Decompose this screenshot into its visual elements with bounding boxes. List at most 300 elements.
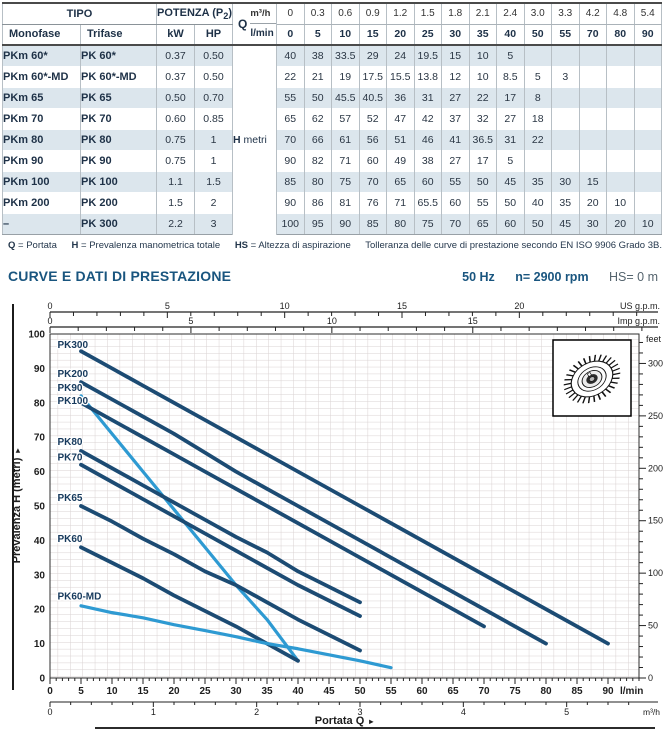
hp-value-cell: 1 — [195, 150, 233, 171]
svg-text:5: 5 — [164, 301, 170, 311]
head-value-cell: 10 — [469, 45, 497, 66]
lmin-value-cell: 30 — [442, 24, 470, 45]
svg-text:m³/h: m³/h — [643, 707, 660, 717]
m3h-value-cell: 1.2 — [387, 3, 415, 24]
head-value-cell — [634, 108, 662, 129]
head-value-cell — [634, 150, 662, 171]
svg-text:55: 55 — [385, 686, 397, 697]
curve-label-PK90: PK90 — [57, 382, 83, 394]
svg-text:80: 80 — [33, 398, 45, 410]
head-value-cell — [579, 87, 607, 108]
table-row — [3, 213, 662, 234]
model-monofase-cell: PKm 70 — [3, 108, 81, 129]
svg-text:100: 100 — [648, 568, 664, 579]
head-value-cell: 12 — [442, 66, 470, 87]
svg-text:100: 100 — [28, 329, 45, 341]
svg-text:70: 70 — [33, 432, 45, 444]
curve-label-PK80: PK80 — [57, 436, 83, 448]
head-value-cell: 40 — [524, 192, 552, 213]
svg-text:25: 25 — [199, 686, 211, 697]
spec-table-head — [3, 3, 662, 45]
kw-header: kW — [157, 24, 195, 45]
svg-text:0: 0 — [47, 316, 53, 326]
model-monofase-cell: PKm 200 — [3, 192, 81, 213]
q-label: Q — [238, 17, 248, 31]
head-value-cell: 21 — [304, 66, 332, 87]
table-header-row-2 — [3, 24, 662, 45]
head-value-cell: 36.5 — [469, 129, 497, 150]
head-value-cell: 20 — [607, 213, 635, 234]
svg-text:80: 80 — [540, 686, 552, 697]
svg-text:15: 15 — [137, 686, 149, 697]
q-units-stack — [250, 4, 276, 44]
head-value-cell — [634, 171, 662, 192]
head-value-cell: 82 — [304, 150, 332, 171]
lmin-value-cell: 20 — [387, 24, 415, 45]
kw-value-cell: 0.75 — [157, 129, 195, 150]
head-value-cell: 22 — [524, 129, 552, 150]
model-trifase-cell: PK 60*-MD — [81, 66, 157, 87]
head-value-cell: 80 — [387, 213, 415, 234]
lmin-value-cell: 35 — [469, 24, 497, 45]
lmin-value-cell: 5 — [304, 24, 332, 45]
head-value-cell: 8.5 — [497, 66, 525, 87]
head-value-cell: 50 — [524, 213, 552, 234]
model-trifase-cell: PK 70 — [81, 108, 157, 129]
head-value-cell: 57 — [332, 108, 360, 129]
head-value-cell — [579, 45, 607, 66]
tipo-header: TIPO — [3, 3, 157, 24]
head-value-cell: 45.5 — [332, 87, 360, 108]
svg-text:60: 60 — [33, 467, 45, 479]
lmin-value-cell: 10 — [332, 24, 360, 45]
lmin-value-cell: 50 — [524, 24, 552, 45]
head-value-cell: 17 — [469, 150, 497, 171]
svg-text:15: 15 — [396, 301, 408, 311]
head-value-cell: 60 — [497, 213, 525, 234]
table-row — [3, 87, 662, 108]
monofase-header: Monofase — [3, 24, 81, 45]
m3h-value-cell: 2.4 — [497, 3, 525, 24]
kw-value-cell: 1.5 — [157, 192, 195, 213]
head-value-cell — [552, 129, 580, 150]
head-value-cell: 90 — [332, 213, 360, 234]
kw-value-cell: 1.1 — [157, 171, 195, 192]
impeller-inset — [553, 340, 631, 416]
head-value-cell: 15 — [442, 45, 470, 66]
svg-text:Prevalenza H (metri)▸: Prevalenza H (metri)▸ — [11, 448, 23, 564]
head-value-cell — [579, 108, 607, 129]
curve-label-PK60-MD: PK60-MD — [57, 591, 102, 603]
head-value-cell: 45 — [497, 171, 525, 192]
svg-text:feet: feet — [646, 334, 662, 344]
model-trifase-cell: PK 60* — [81, 45, 157, 66]
svg-text:0: 0 — [648, 673, 654, 683]
head-value-cell — [607, 87, 635, 108]
svg-text:2: 2 — [254, 707, 260, 717]
head-value-cell: 38 — [414, 150, 442, 171]
head-value-cell: 22 — [469, 87, 497, 108]
kw-value-cell: 0.50 — [157, 87, 195, 108]
potenza-header — [157, 3, 233, 24]
rpm-value: n= 2900 rpm — [515, 270, 589, 284]
lmin-unit-label: l/min — [250, 28, 274, 39]
head-value-cell — [579, 150, 607, 171]
curve-label-PK200: PK200 — [57, 369, 89, 380]
model-trifase-cell: PK 90 — [81, 150, 157, 171]
head-value-cell: 30 — [552, 171, 580, 192]
head-value-cell: 27 — [497, 108, 525, 129]
m3h-value-cell: 0.3 — [304, 3, 332, 24]
head-value-cell: 41 — [442, 129, 470, 150]
lmin-value-cell: 0 — [277, 24, 305, 45]
head-value-cell: 5 — [497, 45, 525, 66]
head-value-cell — [634, 66, 662, 87]
svg-text:70: 70 — [478, 686, 490, 697]
table-row — [3, 45, 662, 66]
m3h-unit-label: m³/h — [250, 4, 276, 24]
head-value-cell: 24 — [387, 45, 415, 66]
svg-text:75: 75 — [509, 686, 521, 697]
head-value-cell: 65 — [387, 171, 415, 192]
bottom-rule — [95, 727, 655, 729]
head-value-cell: 52 — [359, 108, 387, 129]
head-value-cell: 45 — [552, 213, 580, 234]
svg-text:5: 5 — [188, 316, 194, 326]
model-trifase-cell: PK 300 — [81, 213, 157, 234]
m3h-value-cell: 4.2 — [579, 3, 607, 24]
svg-text:l/min: l/min — [620, 686, 644, 697]
head-value-cell — [552, 87, 580, 108]
curve-title-row — [8, 268, 658, 286]
head-value-cell: 70 — [359, 171, 387, 192]
head-value-cell — [579, 66, 607, 87]
m3h-value-cell: 3.0 — [524, 3, 552, 24]
lmin-value-cell: 15 — [359, 24, 387, 45]
svg-text:Portata Q▸: Portata Q ▸ — [314, 715, 374, 727]
head-value-cell: 19 — [332, 66, 360, 87]
spec-table-body — [3, 45, 662, 234]
hp-value-cell: 1.5 — [195, 171, 233, 192]
svg-text:10: 10 — [326, 316, 337, 326]
model-trifase-cell: PK 65 — [81, 87, 157, 108]
kw-value-cell: 0.75 — [157, 150, 195, 171]
head-value-cell: 60 — [414, 171, 442, 192]
lmin-value-cell: 55 — [552, 24, 580, 45]
head-value-cell: 75 — [332, 171, 360, 192]
svg-text:50: 50 — [354, 686, 366, 697]
head-value-cell: 33.5 — [332, 45, 360, 66]
head-value-cell: 31 — [497, 129, 525, 150]
head-value-cell: 50 — [304, 87, 332, 108]
model-monofase-cell: PKm 90 — [3, 150, 81, 171]
table-header-row-1 — [3, 3, 662, 24]
head-value-cell: 71 — [332, 150, 360, 171]
potenza-text: POTENZA (P — [157, 6, 224, 19]
head-value-cell: 95 — [304, 213, 332, 234]
head-value-cell: 37 — [442, 108, 470, 129]
head-value-cell: 40 — [277, 45, 305, 66]
head-value-cell: 10 — [607, 192, 635, 213]
svg-text:15: 15 — [467, 316, 478, 326]
svg-text:20: 20 — [514, 301, 525, 311]
svg-text:65: 65 — [447, 686, 459, 697]
head-value-cell: 10 — [634, 213, 662, 234]
head-value-cell: 80 — [304, 171, 332, 192]
head-value-cell: 29 — [359, 45, 387, 66]
model-monofase-cell: PKm 100 — [3, 171, 81, 192]
svg-text:30: 30 — [230, 686, 242, 697]
legend-definitions — [8, 240, 363, 251]
head-value-cell — [552, 108, 580, 129]
svg-text:5: 5 — [78, 686, 84, 697]
head-value-cell: 31 — [414, 87, 442, 108]
table-row — [3, 150, 662, 171]
model-monofase-cell: PKm 60*-MD — [3, 66, 81, 87]
head-value-cell: 55 — [469, 192, 497, 213]
head-value-cell: 36 — [387, 87, 415, 108]
head-value-cell — [607, 66, 635, 87]
head-value-cell: 60 — [442, 192, 470, 213]
head-value-cell: 55 — [442, 171, 470, 192]
hp-value-cell: 0.50 — [195, 66, 233, 87]
svg-text:20: 20 — [33, 604, 45, 616]
head-value-cell: 46 — [414, 129, 442, 150]
lmin-value-cell: 25 — [414, 24, 442, 45]
model-monofase-cell: PKm 80 — [3, 129, 81, 150]
lmin-value-cell: 40 — [497, 24, 525, 45]
head-value-cell: 20 — [579, 192, 607, 213]
head-value-cell: 51 — [387, 129, 415, 150]
m3h-value-cell: 1.5 — [414, 3, 442, 24]
legend-item-h: H = Prevalenza manometrica totale — [71, 240, 221, 251]
head-value-cell — [552, 45, 580, 66]
head-value-cell: 50 — [469, 171, 497, 192]
model-monofase-cell: PKm 60* — [3, 45, 81, 66]
head-value-cell: 15 — [579, 171, 607, 192]
head-value-cell: 86 — [304, 192, 332, 213]
head-value-cell: 32 — [469, 108, 497, 129]
model-trifase-cell: PK 100 — [81, 171, 157, 192]
head-value-cell — [552, 150, 580, 171]
model-monofase-cell: PKm 65 — [3, 87, 81, 108]
head-value-cell: 55 — [277, 87, 305, 108]
head-value-cell: 35 — [552, 192, 580, 213]
head-value-cell: 17.5 — [359, 66, 387, 87]
legend-row — [8, 240, 662, 251]
kw-value-cell: 0.37 — [157, 66, 195, 87]
head-value-cell: 50 — [497, 192, 525, 213]
svg-text:US g.p.m.: US g.p.m. — [619, 301, 660, 311]
svg-text:40: 40 — [292, 686, 304, 697]
suction-head-value: HS= 0 m — [609, 270, 658, 284]
svg-text:40: 40 — [33, 535, 45, 547]
head-value-cell: 85 — [277, 171, 305, 192]
svg-text:50: 50 — [648, 620, 659, 631]
svg-text:Imp g.p.m.: Imp g.p.m. — [617, 316, 660, 326]
head-value-cell: 90 — [277, 192, 305, 213]
svg-text:150: 150 — [648, 515, 664, 526]
svg-text:0: 0 — [39, 673, 45, 685]
svg-text:10: 10 — [33, 639, 45, 651]
model-trifase-cell: PK 200 — [81, 192, 157, 213]
head-value-cell: 38 — [304, 45, 332, 66]
table-row — [3, 108, 662, 129]
head-value-cell: 22 — [277, 66, 305, 87]
head-value-cell: 76 — [359, 192, 387, 213]
hp-value-cell: 0.85 — [195, 108, 233, 129]
svg-text:4: 4 — [460, 707, 466, 717]
head-value-cell: 10 — [469, 66, 497, 87]
head-value-cell — [607, 150, 635, 171]
potenza-subscript: 2 — [223, 10, 229, 21]
hp-header: HP — [195, 24, 233, 45]
head-value-cell: 47 — [387, 108, 415, 129]
m3h-value-cell: 5.4 — [634, 3, 662, 24]
head-value-cell: 70 — [442, 213, 470, 234]
curve-label-PK60: PK60 — [57, 533, 83, 545]
potenza-suffix: ) — [228, 6, 232, 19]
head-value-cell: 71 — [387, 192, 415, 213]
head-value-cell: 35 — [524, 171, 552, 192]
table-row — [3, 171, 662, 192]
m3h-value-cell: 3.3 — [552, 3, 580, 24]
svg-text:45: 45 — [323, 686, 335, 697]
head-value-cell — [634, 87, 662, 108]
legend-item-hs: HS = Altezza di aspirazione — [234, 240, 351, 251]
svg-text:10: 10 — [279, 301, 290, 311]
head-value-cell: 18 — [524, 108, 552, 129]
head-value-cell: 40.5 — [359, 87, 387, 108]
model-trifase-cell: PK 80 — [81, 129, 157, 150]
svg-text:10: 10 — [106, 686, 118, 697]
svg-text:30: 30 — [33, 570, 45, 582]
frequency-value: 50 Hz — [462, 270, 495, 284]
head-value-cell: 19.5 — [414, 45, 442, 66]
head-value-cell: 66 — [304, 129, 332, 150]
svg-text:0: 0 — [47, 707, 53, 717]
m3h-value-cell: 0 — [277, 3, 305, 24]
h-metri-label-cell: H metri — [233, 45, 277, 234]
head-value-cell: 5 — [497, 150, 525, 171]
head-value-cell: 65 — [469, 213, 497, 234]
head-value-cell: 60 — [359, 150, 387, 171]
head-value-cell: 49 — [387, 150, 415, 171]
lmin-value-cell: 90 — [634, 24, 662, 45]
head-value-cell: 8 — [524, 87, 552, 108]
head-value-cell: 3 — [552, 66, 580, 87]
head-value-cell: 65 — [277, 108, 305, 129]
head-value-cell: 13.8 — [414, 66, 442, 87]
head-value-cell: 81 — [332, 192, 360, 213]
lmin-value-cell: 80 — [607, 24, 635, 45]
head-value-cell: 30 — [579, 213, 607, 234]
m3h-value-cell: 4.8 — [607, 3, 635, 24]
hp-value-cell: 0.70 — [195, 87, 233, 108]
head-value-cell: 27 — [442, 150, 470, 171]
head-value-cell: 75 — [414, 213, 442, 234]
section-title: CURVE E DATI DI PRESTAZIONE — [8, 268, 232, 284]
head-value-cell: 17 — [497, 87, 525, 108]
legend-item-q: Q = Portata — [8, 240, 57, 251]
m3h-value-cell: 2.1 — [469, 3, 497, 24]
svg-text:200: 200 — [648, 463, 664, 474]
svg-text:300: 300 — [648, 358, 664, 369]
head-value-cell: 61 — [332, 129, 360, 150]
kw-value-cell: 2.2 — [157, 213, 195, 234]
performance-chart — [8, 298, 664, 736]
q-header-cell — [233, 3, 277, 45]
hp-value-cell: 0.50 — [195, 45, 233, 66]
curve-label-PK70: PK70 — [57, 452, 83, 464]
test-conditions — [446, 268, 658, 286]
head-value-cell — [607, 45, 635, 66]
head-value-cell: 62 — [304, 108, 332, 129]
head-value-cell — [634, 192, 662, 213]
model-monofase-cell: – — [3, 213, 81, 234]
head-value-cell: 90 — [277, 150, 305, 171]
head-value-cell: 65.5 — [414, 192, 442, 213]
head-value-cell: 56 — [359, 129, 387, 150]
svg-text:60: 60 — [416, 686, 428, 697]
m3h-value-cell: 0.6 — [332, 3, 360, 24]
head-value-cell — [607, 108, 635, 129]
head-value-cell — [524, 150, 552, 171]
table-row — [3, 192, 662, 213]
head-value-cell: 70 — [277, 129, 305, 150]
svg-text:0: 0 — [47, 301, 53, 311]
svg-text:50: 50 — [33, 501, 45, 513]
curve-label-PK100: PK100 — [57, 396, 89, 408]
kw-value-cell: 0.60 — [157, 108, 195, 129]
head-value-cell — [607, 171, 635, 192]
head-value-cell — [524, 45, 552, 66]
svg-text:35: 35 — [261, 686, 273, 697]
lmin-value-cell: 70 — [579, 24, 607, 45]
head-value-cell: 15.5 — [387, 66, 415, 87]
head-value-cell — [579, 129, 607, 150]
hp-value-cell: 1 — [195, 129, 233, 150]
head-value-cell — [607, 129, 635, 150]
m3h-value-cell: 0.9 — [359, 3, 387, 24]
kw-value-cell: 0.37 — [157, 45, 195, 66]
head-value-cell: 5 — [524, 66, 552, 87]
svg-text:3: 3 — [357, 707, 363, 717]
svg-text:90: 90 — [602, 686, 614, 697]
m3h-value-cell: 1.8 — [442, 3, 470, 24]
svg-text:1: 1 — [150, 707, 156, 717]
table-row — [3, 129, 662, 150]
head-value-cell: 85 — [359, 213, 387, 234]
head-value-cell: 100 — [277, 213, 305, 234]
spec-table — [2, 2, 662, 235]
curve-label-PK65: PK65 — [57, 493, 83, 505]
svg-text:85: 85 — [571, 686, 583, 697]
table-row — [3, 66, 662, 87]
hp-value-cell: 2 — [195, 192, 233, 213]
head-value-cell — [634, 45, 662, 66]
chart-grid — [50, 334, 639, 678]
tolerance-note: Tolleranza delle curve di prestazione secondo EN ISO 9906 Grado 3B. — [365, 240, 662, 251]
head-value-cell: 27 — [442, 87, 470, 108]
svg-text:5: 5 — [564, 707, 570, 717]
svg-text:90: 90 — [33, 363, 45, 375]
svg-text:20: 20 — [168, 686, 180, 697]
head-value-cell — [634, 129, 662, 150]
curve-label-PK300: PK300 — [57, 339, 89, 351]
head-value-cell: 42 — [414, 108, 442, 129]
svg-text:0: 0 — [47, 686, 53, 697]
